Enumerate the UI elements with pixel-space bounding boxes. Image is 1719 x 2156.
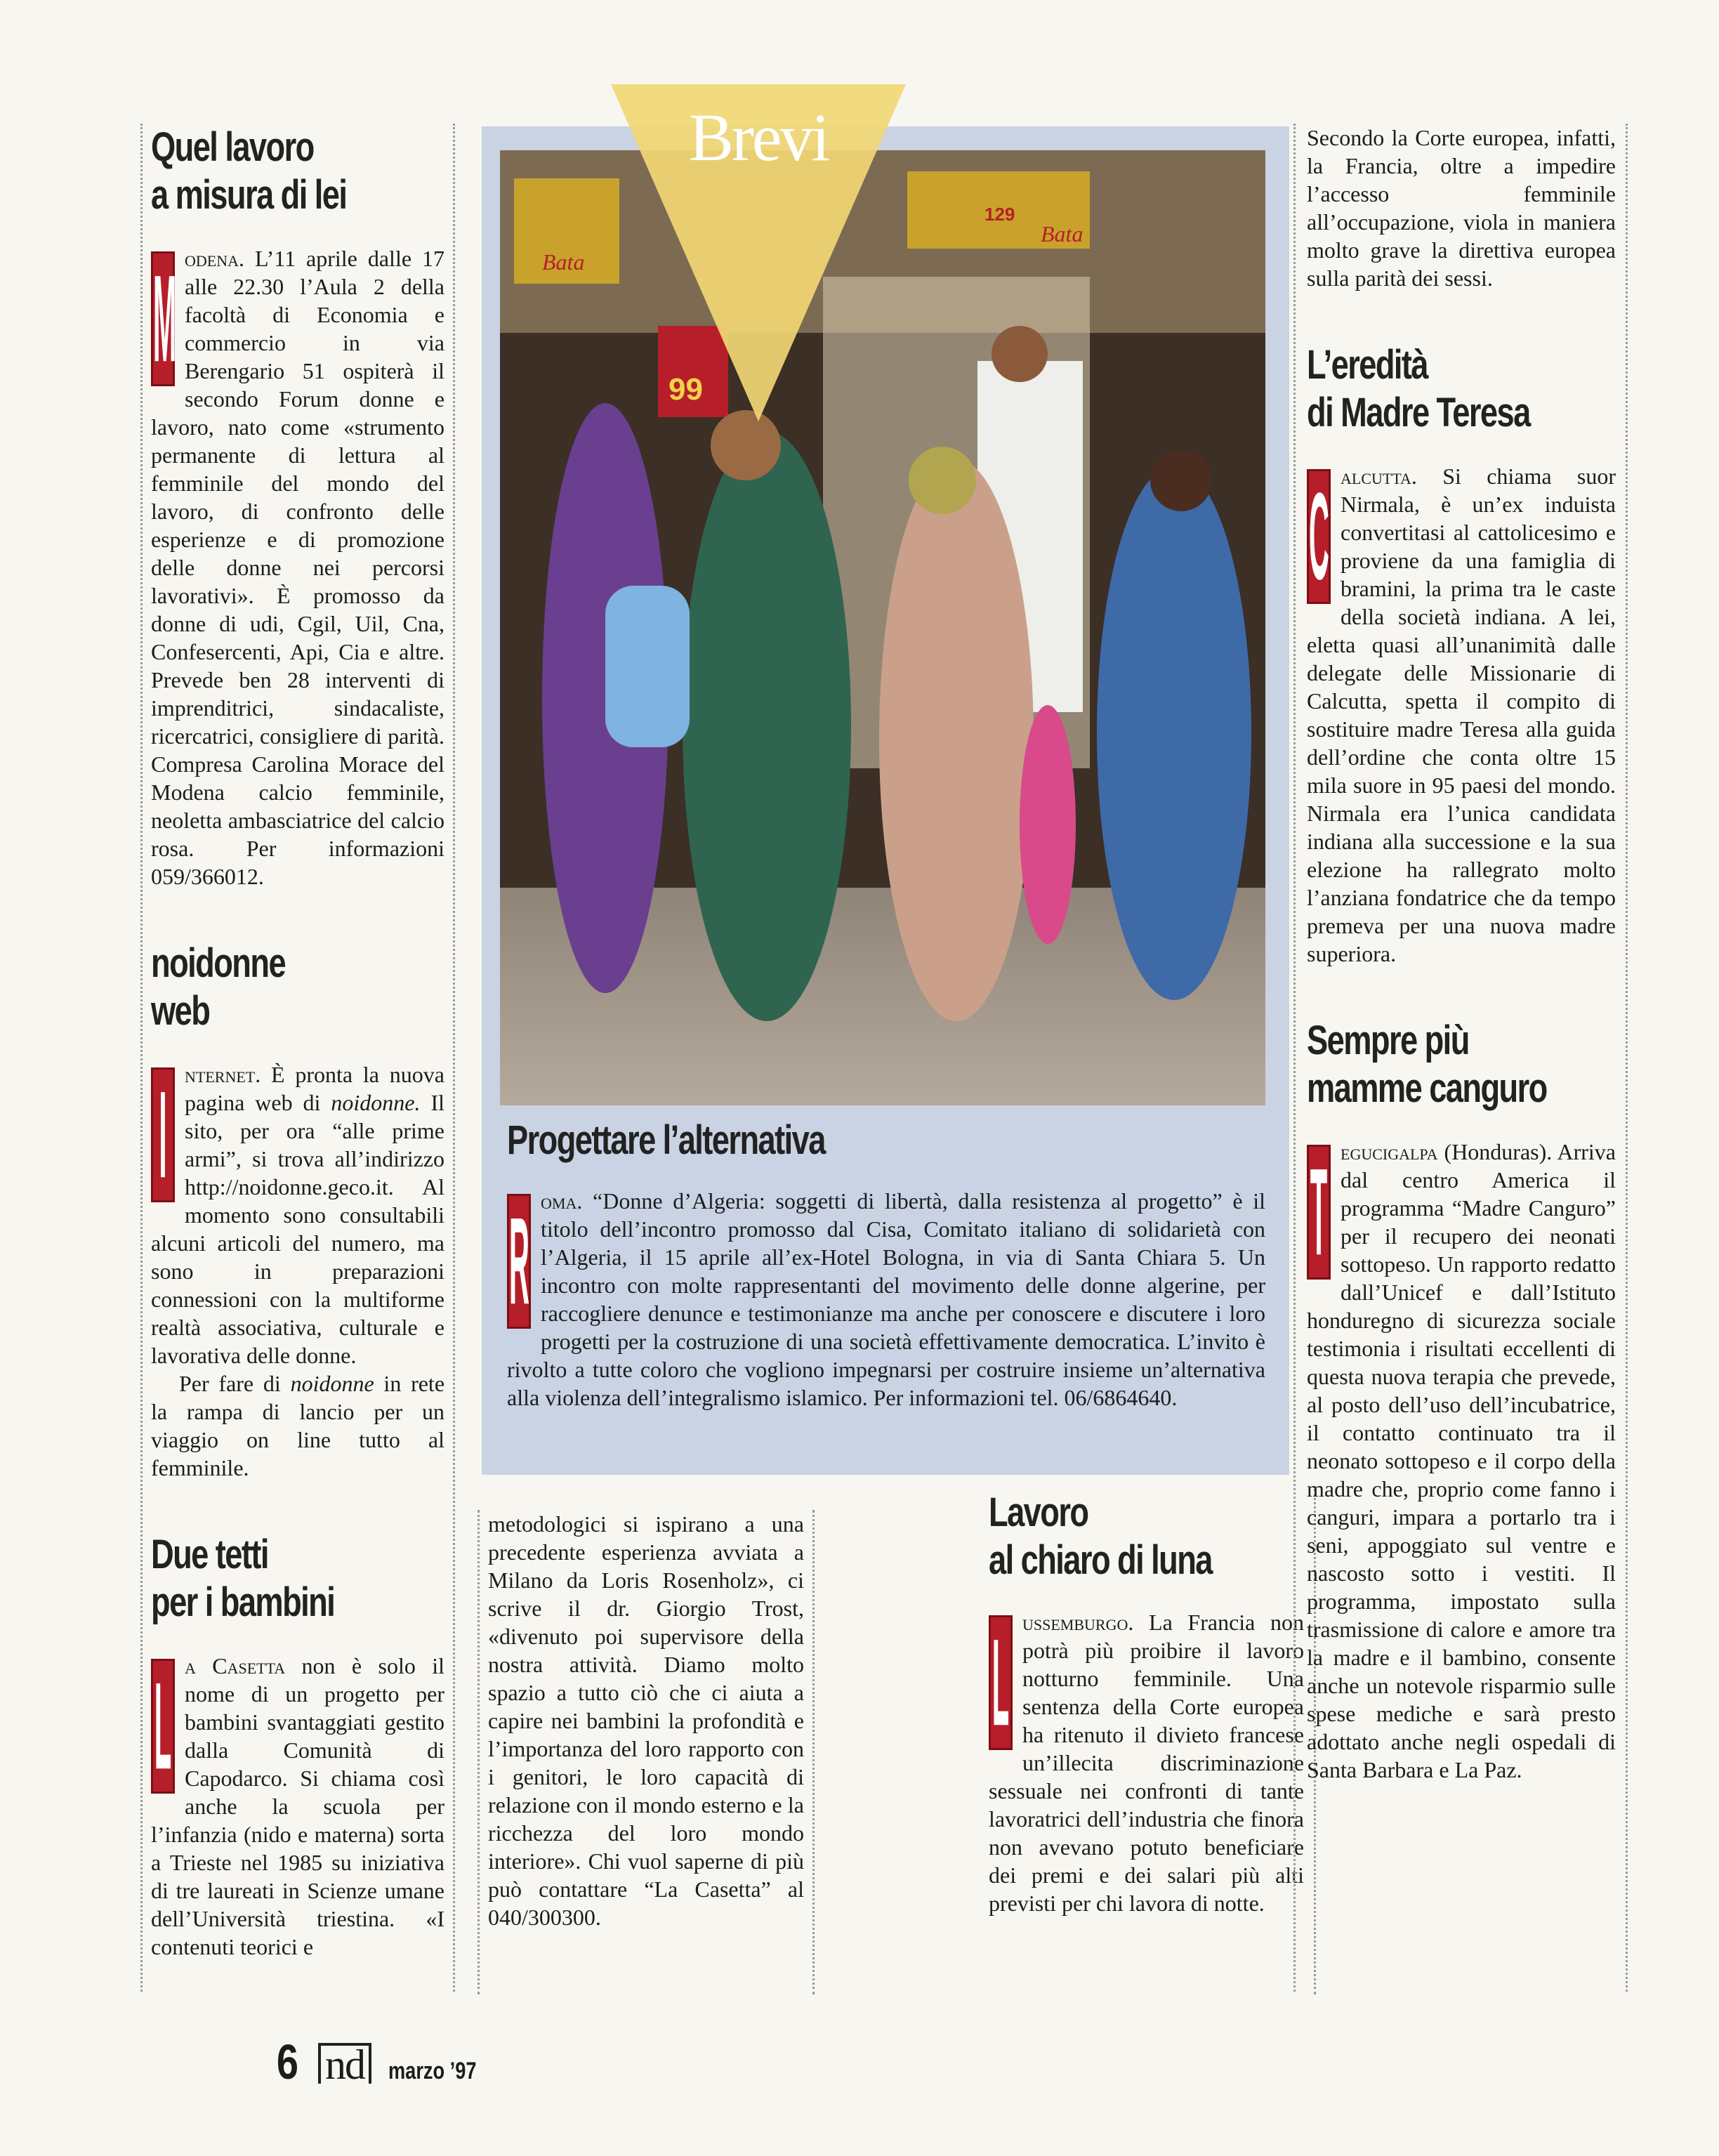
- dropcap: R: [507, 1194, 531, 1329]
- article-noidonne-web: [151, 940, 444, 1482]
- article-quel-lavoro: [151, 124, 444, 890]
- section-label: Brevi: [688, 100, 829, 175]
- article-mamme-canguro: [1307, 1017, 1616, 1784]
- article-body: L ussemburgo. La Francia non potrà più proibire il lavoro notturno femminile. Una sentenza della Corte europea ha ritenuto il divieto francese un’illecita discriminazione sessuale nei confronti di tante lavoratrici dell’industria che finora non avevano potuto beneficiare dei premi e dei salari più alti previsti per chi lavora di notte.: [989, 1610, 1304, 1916]
- feature-title: Progettare l’alternativa: [507, 1117, 825, 1163]
- dateline: a Casetta: [185, 1653, 286, 1678]
- dropcap: L: [151, 1659, 175, 1794]
- article-title: Quel lavoro a misura di lei: [151, 124, 347, 218]
- dropcap: I: [151, 1067, 175, 1202]
- issue-date: marzo ’97: [388, 2058, 477, 2084]
- article-body: T egucigalpa (Honduras). Arriva dal centro America il programma “Madre Canguro” per il recupero dei neonati sottopeso. Un rapporto redatto dall’Unicef e dall’Istituto honduregno di sicurezza sociale testimonia i risultati eccellenti di questa nuova terapia che prevede, al posto dell’uso dell’incubatrice, il contatto continuato tra il neonato sottopeso e il corpo della madre che, proprio come fanno i canguri, impara a portarlo tra i seni, appoggiato sul ventre e nascosto sotto i vestiti. Il programma, impostato sulla trasmissione di calore e amore tra la madre e il bambino, consente anche un notevole risparmio sulle spese mediche e sarà presto adottato anche negli ospedali di Santa Barbara e La Paz.: [1307, 1139, 1616, 1782]
- shop-sign-text: Bata: [542, 249, 585, 275]
- dropcap: L: [989, 1615, 1013, 1750]
- article-title: Due tetti per i bambini: [151, 1532, 335, 1625]
- article-title: noidonne web: [151, 940, 286, 1034]
- article-title: Sempre più mamme canguro: [1307, 1018, 1547, 1111]
- article-madre-teresa: [1307, 341, 1616, 968]
- column-center-right: [979, 1489, 1316, 1994]
- dateline: odena.: [185, 246, 244, 271]
- page-number: 6: [276, 2035, 299, 2089]
- column-left: [140, 124, 455, 1992]
- dropcap: T: [1307, 1145, 1331, 1280]
- woman-blue: [1097, 466, 1251, 1000]
- dateline: ussemburgo.: [1022, 1610, 1134, 1635]
- price-tag: 129: [984, 204, 1015, 225]
- article-body: M odena. L’11 aprile dalle 17 alle 22.30 l’Aula 2 della facoltà di Economia e commercio in via Berengario 51 ospiterà il secondo Forum donne e lavoro, nato come «strumento permanente di lettura al femminile del mondo del lavoro, di confronto delle esperienze e di promozione delle donne nei percorsi lavorativi». È promosso da donne di udi, Cgil, Uil, Cna, Confesercenti, Api, Cia e altre. Prevede ben 28 interventi di imprenditrici, sindacaliste, ricercatrici, consigliere di parità. Compresa Carolina Morace del Modena calcio femminile, neoletta ambasciatrice del calcio rosa. Per informazioni 059/366012.: [151, 246, 445, 889]
- dropcap: M: [151, 251, 175, 386]
- dropcap: C: [1307, 469, 1331, 604]
- baby: [605, 586, 690, 747]
- child: [1020, 705, 1076, 944]
- article-continuation: metodologici si ispirano a una precedente esperienza avviata a Milano da Loris Rosenholz», ci scrive il dr. Giorgio Trost, «divenuto poi supervisore della nostra attività. Diamo molto spazio a tutto ciò che ci aiuta a capire nei bambini la profondità e l’importanza del loro rapporto con i genitori, le loro capacità di relazione con il mondo esterno e la ricchezza del loro mondo interiore». Chi vuol saperne di più può contattare “La Casetta” al 040/300300.: [488, 1511, 804, 1930]
- dateline: oma.: [541, 1188, 583, 1214]
- dateline: egucigalpa: [1341, 1139, 1438, 1164]
- magazine-logo: nd: [318, 2043, 371, 2084]
- woman-green: [683, 431, 851, 1021]
- price-tag-text: 99: [668, 372, 703, 407]
- column-right: [1293, 124, 1628, 1992]
- dateline: alcutta.: [1341, 464, 1417, 489]
- article-continuation: Secondo la Corte europea, infatti, la Francia, oltre a impedire l’accesso femminile all’occupazione, viola in maniera molto grave la direttiva europea sulla parità dei sessi.: [1307, 125, 1616, 291]
- article-title: Lavoro al chiaro di luna: [989, 1490, 1212, 1583]
- article-body: I nternet. È pronta la nuova pagina web di noidonne. Il sito, per ora “alle prime armi”, si trova all’indirizzo http://noidonne.geco.it. Al momento sono consultabili alcuni articoli del numero, ma sono in preparazioni connessioni con la multiforme realtà associativa, culturale e lavorativa delle donne. Per fare di noidonne in rete la rampa di lancio per un viaggio on line tutto al femminile.: [151, 1062, 445, 1480]
- shop-sign-text: Bata: [1041, 221, 1084, 247]
- woman-striped: [879, 459, 1034, 1021]
- article-body: L a Casetta non è solo il nome di un progetto per bambini svantaggiati gestito dalla Comunità di Capodarco. Si chiama così anche la scuola per l’infanzia (nido e materna) sorta a Trieste nel 1985 su iniziativa di tre laureati in Scienze umane dell’Università triestina. «I contenuti teorici e: [151, 1653, 444, 1959]
- article-due-tetti: [151, 1531, 444, 1961]
- column-center-left: [477, 1510, 815, 1994]
- dateline: nternet.: [185, 1062, 261, 1087]
- article-title: L’eredità di Madre Teresa: [1307, 342, 1530, 435]
- feature-body: R oma. “Donne d’Algeria: soggetti di libertà, dalla resistenza al progetto” è il titolo dell’incontro promosso dal Cisa, Comitato italiano di solidarietà con l’Algeria, il 15 aprile all’ex-Hotel Bologna, in via di Santa Chiara 5. Un incontro con molte rappresentanti del movimento delle donne algerine, per raccogliere denunce e testimonianze ma anche per conoscere e discutere i loro progetti per la costruzione di una società effettivamente democratica. L’invito è rivolto a tutte coloro che vogliono impegnarsi per costruire insieme un’alternativa alla violenza dell’integralismo islamico. Per informazioni tel. 06/6864640.: [507, 1188, 1266, 1410]
- article-body: C alcutta. Si chiama suor Nirmala, è un’ex induista convertitasi al cattolicesimo e proviene da una famiglia di bramini, la prima tra le caste della società indiana. A lei, eletta quasi all’unanimità dalle delegate delle Missionarie di Calcutta, spetta il compito di sostituire madre Teresa alla guida dell’ordine che conta oltre 15 mila suore in 95 paesi del mondo. Nirmala era l’unica candidata indiana alla successione e la sua elezione ha rallegrato molto l’anziana fondatrice che da tempo premeva per una nuova madre superiora.: [1307, 464, 1616, 966]
- page-footer: [274, 2034, 499, 2090]
- article-lavoro-notte: [989, 1489, 1304, 1917]
